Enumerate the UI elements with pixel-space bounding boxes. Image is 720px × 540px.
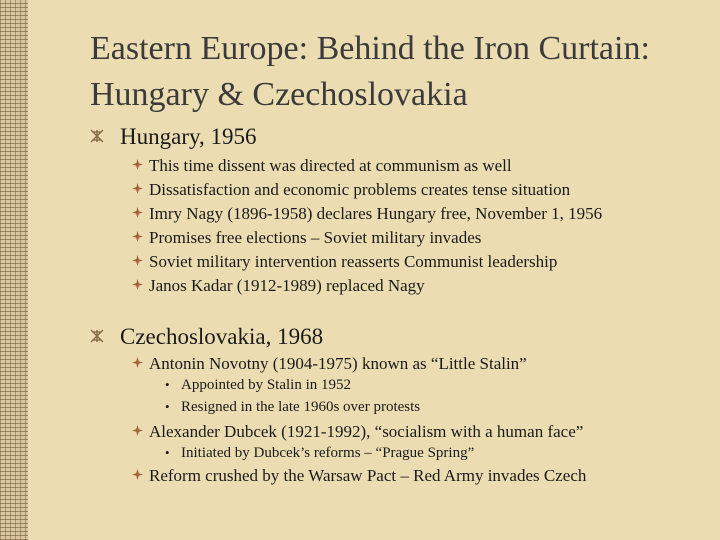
list-item bbox=[149, 276, 425, 296]
four-point-star-icon bbox=[132, 425, 143, 436]
sub-list-item bbox=[165, 377, 351, 394]
sub-list-item-text: Appointed by Stalin in 1952 bbox=[181, 377, 351, 393]
four-point-star-icon bbox=[132, 183, 143, 194]
four-point-star-icon bbox=[132, 279, 143, 290]
list-item bbox=[149, 204, 602, 224]
four-point-star-icon bbox=[132, 255, 143, 266]
list-item-text: This time dissent was directed at communism as well bbox=[149, 156, 512, 175]
sub-list-item-text: Resigned in the late 1960s over protests bbox=[181, 399, 421, 415]
sub-list-item bbox=[165, 399, 421, 416]
four-point-star-icon bbox=[132, 231, 143, 242]
bullet-dot: • bbox=[165, 399, 170, 414]
hatched-cross-icon bbox=[90, 329, 104, 343]
list-item-text: Imry Nagy (1896-1958) declares Hungary free, November 1, 1956 bbox=[149, 204, 603, 223]
list-item bbox=[149, 228, 481, 248]
bullet-dot: • bbox=[165, 445, 170, 460]
four-point-star-icon bbox=[132, 207, 143, 218]
bullet-dot: • bbox=[165, 377, 170, 392]
list-item bbox=[149, 180, 570, 200]
list-item-text: Dissatisfaction and economic problems creates tense situation bbox=[149, 180, 571, 199]
list-item bbox=[149, 156, 512, 176]
section-heading-label: Czechoslovakia, 1968 bbox=[120, 324, 324, 349]
list-item-text: Reform crushed by the Warsaw Pact – Red Army invades Czech bbox=[149, 466, 587, 485]
list-item bbox=[149, 466, 586, 486]
section-heading-czechoslovakia bbox=[120, 324, 323, 350]
decorative-left-border bbox=[0, 0, 28, 540]
list-item bbox=[149, 354, 527, 374]
list-item-text: Alexander Dubcek (1921-1992), “socialism with a human face” bbox=[149, 422, 584, 441]
sub-list-item bbox=[165, 445, 475, 462]
section-heading-label: Hungary, 1956 bbox=[120, 124, 257, 149]
four-point-star-icon bbox=[132, 469, 143, 480]
list-item-text: Antonin Novotny (1904-1975) known as “Little Stalin” bbox=[149, 354, 527, 373]
list-item-text: Soviet military intervention reasserts Communist leadership bbox=[149, 252, 558, 271]
list-item bbox=[149, 422, 583, 442]
sub-list-item-text: Initiated by Dubcek’s reforms – “Prague Spring” bbox=[181, 445, 475, 461]
four-point-star-icon bbox=[132, 159, 143, 170]
list-item-text: Janos Kadar (1912-1989) replaced Nagy bbox=[149, 276, 425, 295]
four-point-star-icon bbox=[132, 357, 143, 368]
hatched-cross-icon bbox=[90, 129, 104, 143]
list-item bbox=[149, 252, 557, 272]
slide-title: Eastern Europe: Behind the Iron Curtain: Hungary & Czechoslovakia bbox=[90, 30, 650, 113]
list-item-text: Promises free elections – Soviet military invades bbox=[149, 228, 482, 247]
section-heading-hungary bbox=[120, 124, 256, 150]
